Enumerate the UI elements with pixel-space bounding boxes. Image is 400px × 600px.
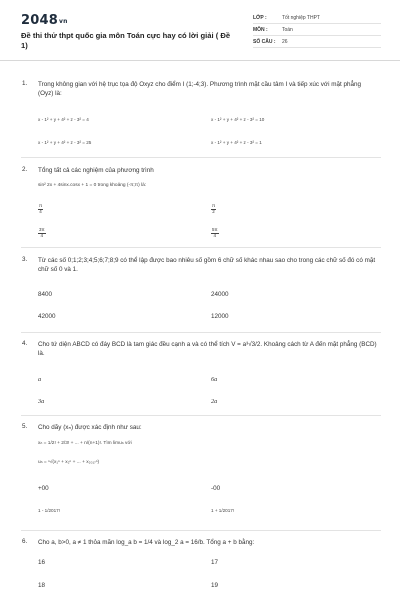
header <box>0 0 400 61</box>
question-number: 2. <box>22 166 28 173</box>
question-formula: uₙ = ⁿ√(x₁ⁿ + x₂ⁿ + ... + x₂₀₁₇ⁿ) <box>38 460 100 465</box>
fraction-denominator: 4 <box>40 232 44 238</box>
logo-sup: vn <box>58 18 68 25</box>
question-stem: Trong không gian với hệ trục tọa độ Oxyz cho điểm I (1;-4;3). Phương trình mặt cầu tâm I và tiếp xúc với mặt phẳng (Oyz) là: <box>38 81 361 98</box>
answer-option-b[interactable]: x - 1² + y + 4² + z - 3² = 10 <box>211 117 265 122</box>
question-formula: xₙ = 1/2! + 2/3! + ... + n/(n+1)!. Tìm limuₙ với <box>38 441 132 446</box>
fraction-numerator: π <box>39 203 43 208</box>
answer-option-d[interactable]: 12000 <box>211 313 229 320</box>
question-stem: Cho dãy (xₙ) được xác định như sau: <box>38 424 142 431</box>
answer-option-d[interactable]: 2a <box>211 398 218 405</box>
answer-option-c[interactable]: 1 - 1/2017! <box>38 508 60 513</box>
question-stem: Tổng tất cả các nghiệm của phương trình <box>38 167 154 174</box>
question-number: 5. <box>22 423 28 430</box>
answer-option-a[interactable] <box>38 204 43 214</box>
answer-option-b[interactable]: 24000 <box>211 291 229 298</box>
answer-option-a[interactable]: 8400 <box>38 291 53 298</box>
fraction-denominator: 2 <box>212 208 215 214</box>
fraction-denominator: 4 <box>39 208 42 214</box>
answer-option-a[interactable]: a <box>38 376 42 383</box>
question-formula: sin² 2x + 4sinx.cosx + 1 = 0 trong khoảng (-π;π) là: <box>38 183 147 188</box>
answer-option-c[interactable] <box>38 228 46 238</box>
question-divider <box>21 247 381 248</box>
meta-row-subject <box>253 24 381 36</box>
page-title: Đề thi thử thpt quốc gia môn Toán cực hay có lời giải ( Đề 1) <box>21 31 231 50</box>
question-divider <box>21 332 381 333</box>
answer-option-b[interactable]: -00 <box>211 485 221 492</box>
answer-option-a[interactable]: 16 <box>38 559 46 566</box>
fraction-numerator: 5π <box>212 227 218 232</box>
question-number: 4. <box>22 340 28 347</box>
meta-value: 26 <box>282 38 288 45</box>
answer-option-b[interactable] <box>211 204 216 214</box>
logo-text: 2048 <box>21 13 58 28</box>
answer-option-b[interactable]: 6a <box>211 376 218 383</box>
answer-option-b[interactable]: 17 <box>211 559 219 566</box>
answer-option-c[interactable]: 3a <box>38 398 45 405</box>
fraction-numerator: 3π <box>39 227 45 232</box>
answer-option-c[interactable]: 42000 <box>38 313 56 320</box>
question-number: 3. <box>22 256 28 263</box>
answer-option-a[interactable]: x - 1² + y + 4² + z - 3² = 4 <box>38 117 89 122</box>
question-stem: Cho tứ diện ABCD có đáy BCD là tam giác đều cạnh a và có thể tích V = a³√3/2. Khoảng cách từ A đến mặt phẳng (BCD) là. <box>38 341 377 358</box>
answer-option-a[interactable]: +00 <box>38 485 49 492</box>
question-stem: Cho a, b>0, a ≠ 1 thỏa mãn log_a b = 1/4 và log_2 a = 16/b. Tổng a + b bằng: <box>38 539 255 546</box>
answer-option-c[interactable]: 18 <box>38 582 46 589</box>
answer-option-d[interactable] <box>211 228 219 238</box>
question-number: 1. <box>22 80 28 87</box>
question-number: 6. <box>22 538 28 545</box>
meta-row-count <box>253 36 381 48</box>
fraction-numerator: π <box>212 203 216 208</box>
answer-option-c[interactable]: x - 1² + y + 4² + z - 3² = 25 <box>38 140 92 145</box>
question-stem: Từ các số 0;1;2;3;4;5;6;7;8;9 có thể lập được bao nhiêu số gồm 6 chữ số khác nhau sao cho trong các chữ số đó có mặt chữ số 0 và 1. <box>38 257 376 274</box>
answer-option-d[interactable]: 19 <box>211 582 219 589</box>
meta-row-class <box>253 12 381 24</box>
meta-label: LỚP : <box>253 14 267 21</box>
exam-meta-table <box>253 12 381 48</box>
answer-option-d[interactable]: 1 + 1/2017! <box>211 508 235 513</box>
meta-value: Tốt nghiệp THPT <box>282 14 320 21</box>
meta-label: MÔN : <box>253 26 268 33</box>
site-logo[interactable] <box>21 13 68 28</box>
meta-value: Toán <box>282 26 293 33</box>
fraction-denominator: 4 <box>213 232 217 238</box>
question-divider <box>21 530 381 531</box>
question-divider <box>21 157 381 158</box>
question-divider <box>21 415 381 416</box>
answer-option-d[interactable]: x - 1² + y + 4² + z - 3² = 1 <box>211 140 262 145</box>
meta-label: SỐ CÂU : <box>253 38 276 45</box>
